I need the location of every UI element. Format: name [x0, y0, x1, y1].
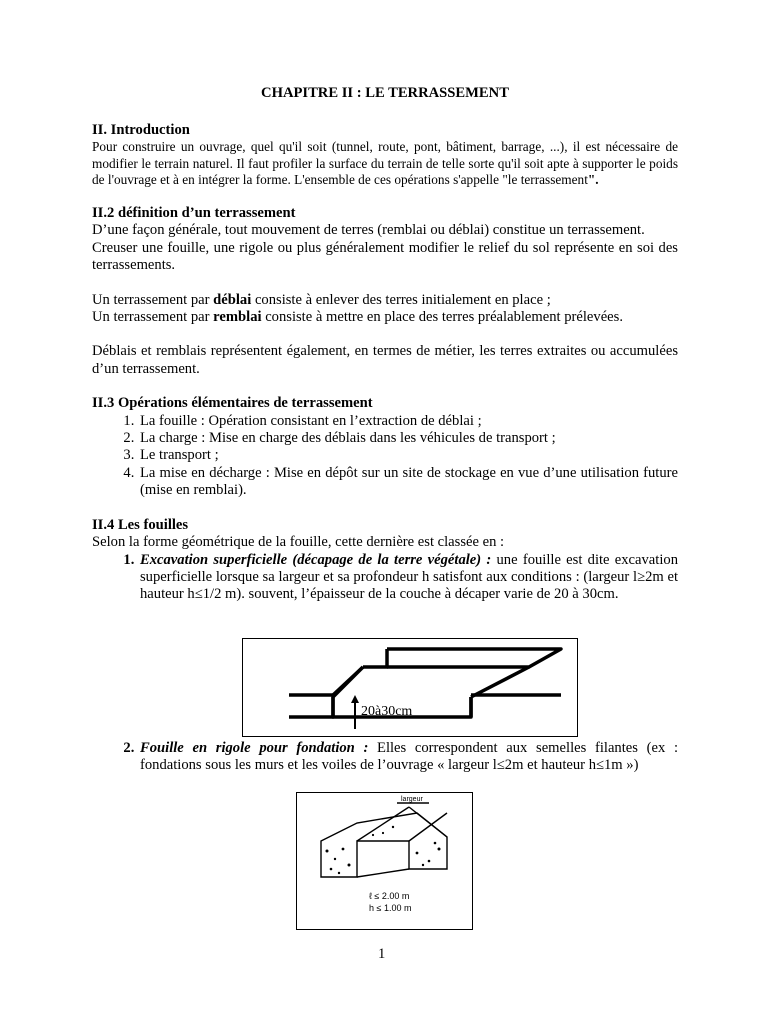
rigole-text: Elles correspondent aux semelles filantes (ex : fondations sous les murs et les voiles de l’ouvrage « largeur l≤2m et hauteur h≤1m »)	[140, 739, 678, 774]
remblai-pre: Un terrassement par	[92, 309, 214, 326]
intro-text-end: ".	[587, 171, 599, 187]
excavation-text: une fouille est dite excavation superficielle lorsque sa largeur et sa profondeur h satisfont aux conditions : (largeur l≥2m et hauteur h≤1/2 m). souvent, l’épaisseur de la couche à décaper varie de 20 à 30cm.	[140, 551, 678, 603]
list-item-excavation	[138, 552, 678, 604]
dimension-label: 20à30cm	[361, 704, 413, 719]
introduction-paragraph	[92, 139, 678, 188]
figure-label-largeur: largeur	[401, 796, 423, 803]
figure-label-h: h ≤ 1.00 m	[369, 903, 412, 913]
section-heading-fouilles: II.4 Les fouilles	[92, 516, 189, 533]
list-item: 2. La charge : Mise en charge des déblais dans les véhicules de transport ;	[138, 430, 678, 447]
excavation-title: Excavation superficielle (décapage de la terre végétale) :	[140, 551, 492, 568]
section-heading-definition: II.2 définition d’un terrassement	[92, 205, 296, 222]
list-item: 4. La mise en décharge : Mise en dépôt sur un site de stockage en vue d’une utilisation future (mise en remblai).	[138, 465, 678, 500]
figure-label-l: ℓ ≤ 2.00 m	[369, 891, 410, 901]
page-number: 1	[378, 946, 386, 962]
definition-remblai	[92, 309, 678, 326]
operations-list	[92, 413, 678, 500]
excavation-figure	[242, 638, 578, 737]
list-item-rigole	[138, 740, 678, 775]
list-item: 3. Le transport ;	[138, 447, 678, 464]
definition-paragraph-2: Creuser une fouille, une rigole ou plus généralement modifier le relief du sol représente en soi des terrassements.	[92, 239, 678, 274]
remblai-post: consiste à mettre en place des terres préalablement prélevées.	[261, 309, 623, 326]
rigole-title: Fouille en rigole pour fondation :	[140, 739, 369, 756]
remblai-term: remblai	[213, 309, 262, 326]
deblai-term: déblai	[213, 291, 252, 308]
definition-paragraph-1: D’une façon générale, tout mouvement de terres (remblai ou déblai) constitue un terrassement.	[92, 222, 645, 239]
list-item: 1. La fouille : Opération consistant en l’extraction de déblai ;	[138, 413, 678, 430]
excavation-diagram	[243, 639, 577, 736]
definition-paragraph-5: Déblais et remblais représentent également, en termes de métier, les terres extraites ou accumulées d’un terrassement.	[92, 343, 678, 377]
rigole-diagram	[297, 793, 472, 929]
definition-deblai	[92, 292, 678, 309]
deblai-pre: Un terrassement par	[92, 291, 214, 308]
deblai-post: consiste à enlever des terres initialement en place ;	[251, 291, 551, 308]
chapter-title: CHAPITRE II : LE TERRASSEMENT	[261, 85, 509, 101]
section-heading-introduction: II. Introduction	[92, 122, 190, 138]
intro-text: Pour construire un ouvrage, quel qu'il soit (tunnel, route, pont, bâtiment, barrage, ...), il est nécessaire de modifier le terrain naturel. Il faut profiler la surface du terrain de telle sorte qu'il soit apte à supporter le poids de l'ouvrage et à en intégrer la forme. L'ensemble de ces opérations s'appelle "le terrassement	[92, 139, 678, 187]
fouilles-intro: Selon la forme géométrique de la fouille, cette dernière est classée en :	[92, 534, 505, 551]
section-heading-operations: II.3 Opérations élémentaires de terrassement	[92, 395, 373, 412]
rigole-figure	[296, 792, 473, 930]
